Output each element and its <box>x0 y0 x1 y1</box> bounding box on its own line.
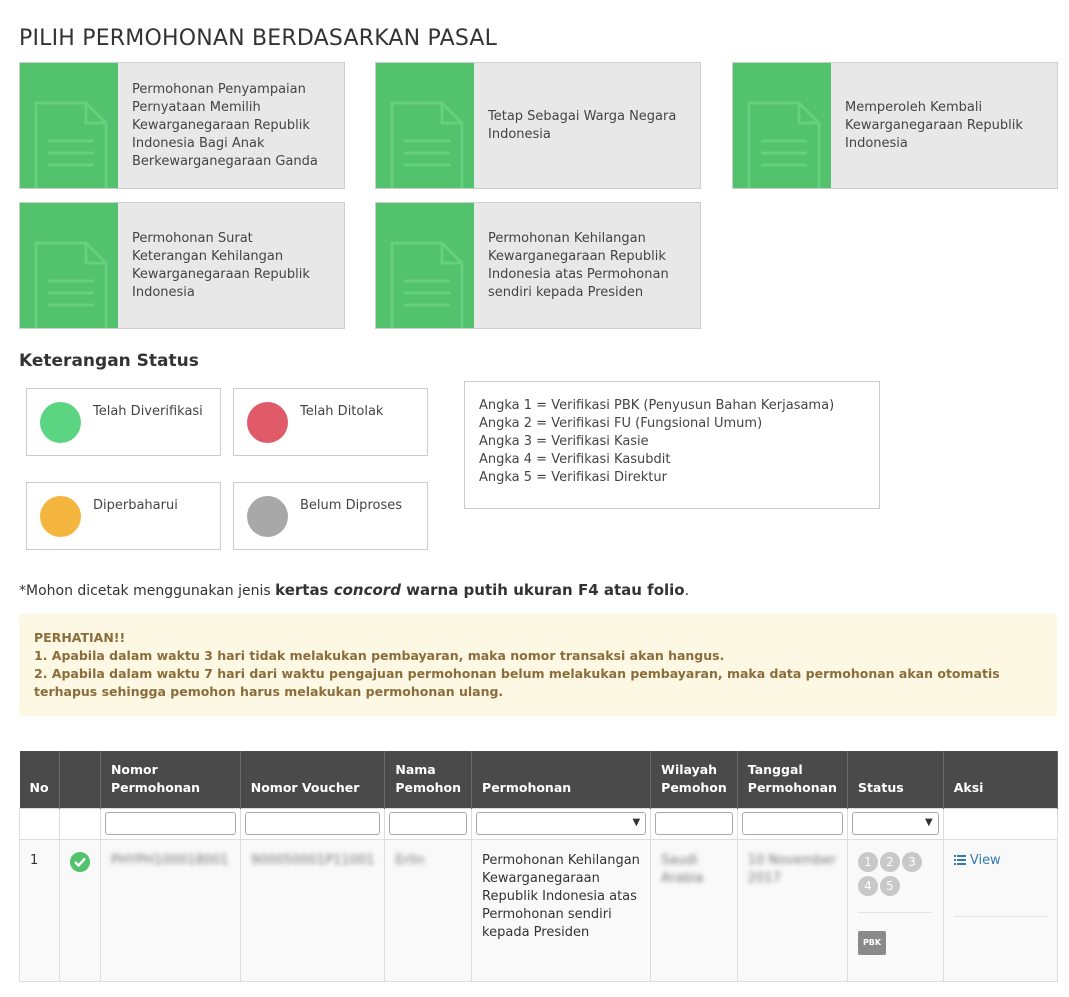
card-label: Permohonan Penyampaian Pernyataan Memilih Kewarganegaraan Republik Indonesia Bagi Anak Berkewarganegaraan Ganda <box>132 81 318 169</box>
cell-aksi <box>943 839 1057 981</box>
document-icon <box>32 101 112 188</box>
document-icon <box>388 101 468 188</box>
filter-wilayah-input[interactable] <box>655 812 733 835</box>
filter-permohonan-select[interactable] <box>476 812 646 835</box>
header-status[interactable]: Status <box>847 751 943 808</box>
red-dot-icon <box>247 402 288 443</box>
legend-not-processed <box>233 482 428 550</box>
legend-verified <box>26 388 221 456</box>
warning-line: 2. Apabila dalam waktu 7 hari dari waktu pengajuan permohonan belum melakukan pembayaran, maka data permohonan akan otomatis terhapus sehingga pemohon harus melakukan permohonan ulang. <box>34 666 1000 699</box>
card-pernyataan-memilih[interactable] <box>19 62 345 189</box>
verification-steps <box>464 381 880 509</box>
card-memperoleh-kembali[interactable] <box>732 62 1058 189</box>
orange-dot-icon <box>40 496 81 537</box>
legend-label: Diperbaharui <box>93 498 178 513</box>
status-legend-title: Keterangan Status <box>19 351 199 371</box>
header-aksi: Aksi <box>943 751 1057 808</box>
card-label: Permohonan Surat Keterangan Kehilangan Kewarganegaraan Republik Indonesia <box>132 230 310 300</box>
view-button[interactable] <box>954 853 1001 868</box>
card-surat-keterangan[interactable] <box>19 202 345 329</box>
cell-permohonan: Permohonan Kehilangan Kewarganegaraan Republik Indonesia atas Permohonan sendiri kepada Presiden <box>472 839 651 981</box>
filter-nomor-permohonan-input[interactable] <box>105 812 236 835</box>
step-1-badge: 1 <box>858 852 878 872</box>
table-header-row <box>20 751 1058 808</box>
page-title: PILIH PERMOHONAN BERDASARKAN PASAL <box>19 26 498 51</box>
step-3-badge: 3 <box>902 852 922 872</box>
header-tanggal-permohonan[interactable]: Tanggal Permohonan <box>737 751 847 808</box>
gray-dot-icon <box>247 496 288 537</box>
warning-line: 1. Apabila dalam waktu 3 hari tidak melakukan pembayaran, maka nomor transaksi akan hangus. <box>34 648 725 663</box>
card-label: Tetap Sebagai Warga Negara Indonesia <box>488 108 677 142</box>
step-line: Angka 2 = Verifikasi FU (Fungsional Umum) <box>479 416 763 431</box>
cell-no: 1 <box>20 839 60 981</box>
filter-nama-pemohon-input[interactable] <box>389 812 467 835</box>
cell-nomor-permohonan: PHYPH100018001 <box>110 852 229 868</box>
header-nomor-permohonan[interactable]: Nomor Permohonan <box>100 751 240 808</box>
table-row <box>20 839 1058 981</box>
step-line: Angka 3 = Verifikasi Kasie <box>479 434 649 449</box>
view-label: View <box>969 852 1001 868</box>
step-2-badge: 2 <box>880 852 900 872</box>
applications-table <box>19 751 1058 982</box>
card-label: Memperoleh Kembali Kewarganegaraan Republik Indonesia <box>845 99 1023 151</box>
filter-nomor-voucher-input[interactable] <box>245 812 381 835</box>
cell-status <box>847 839 943 981</box>
filter-tanggal-input[interactable] <box>742 812 843 835</box>
header-nama-pemohon[interactable]: Nama Pemohon <box>385 751 472 808</box>
caret-down-icon: ▼ <box>925 816 933 828</box>
cell-tanggal-permohonan: 10 November 2017 <box>747 852 837 886</box>
status-badge: PBK <box>858 931 886 955</box>
step-5-badge: 5 <box>880 876 900 896</box>
document-icon <box>32 241 112 328</box>
legend-label: Telah Ditolak <box>300 404 384 419</box>
caret-down-icon: ▼ <box>632 816 641 828</box>
header-nomor-voucher[interactable]: Nomor Voucher <box>240 751 385 808</box>
legend-label: Telah Diverifikasi <box>93 404 203 419</box>
warning-alert <box>19 614 1057 716</box>
document-icon <box>388 241 468 328</box>
green-dot-icon <box>40 402 81 443</box>
status-steps <box>858 852 933 900</box>
header-wilayah-pemohon[interactable]: Wilayah Pemohon <box>651 751 738 808</box>
check-circle-icon <box>70 852 90 872</box>
document-icon <box>745 101 825 188</box>
legend-rejected <box>233 388 428 456</box>
warning-title: PERHATIAN!! <box>34 630 126 645</box>
card-kehilangan-presiden[interactable] <box>375 202 701 329</box>
cell-wilayah-pemohon: Saudi Arabia <box>661 852 704 886</box>
header-no[interactable]: No <box>20 751 60 808</box>
legend-label: Belum Diproses <box>300 498 402 513</box>
step-line: Angka 1 = Verifikasi PBK (Penyusun Bahan Kerjasama) <box>479 398 835 413</box>
card-label: Permohonan Kehilangan Kewarganegaraan Republik Indonesia atas Permohonan sendiri kepada Presiden <box>488 230 669 300</box>
print-note: *Mohon dicetak menggunakan jenis kertas concord warna putih ukuran F4 atau folio. <box>19 581 690 599</box>
list-icon <box>954 855 966 865</box>
card-tetap-wni[interactable] <box>375 62 701 189</box>
header-permohonan[interactable]: Permohonan <box>472 751 651 808</box>
legend-updated <box>26 482 221 550</box>
header-check <box>59 751 100 808</box>
cell-nomor-voucher: 900050001P11001 <box>250 852 375 868</box>
step-line: Angka 5 = Verifikasi Direktur <box>479 470 667 485</box>
cell-nama-pemohon: Erlin <box>395 852 425 868</box>
filter-row <box>20 808 1058 839</box>
filter-status-select[interactable] <box>852 812 939 835</box>
step-line: Angka 4 = Verifikasi Kasubdit <box>479 452 671 467</box>
step-4-badge: 4 <box>858 876 878 896</box>
